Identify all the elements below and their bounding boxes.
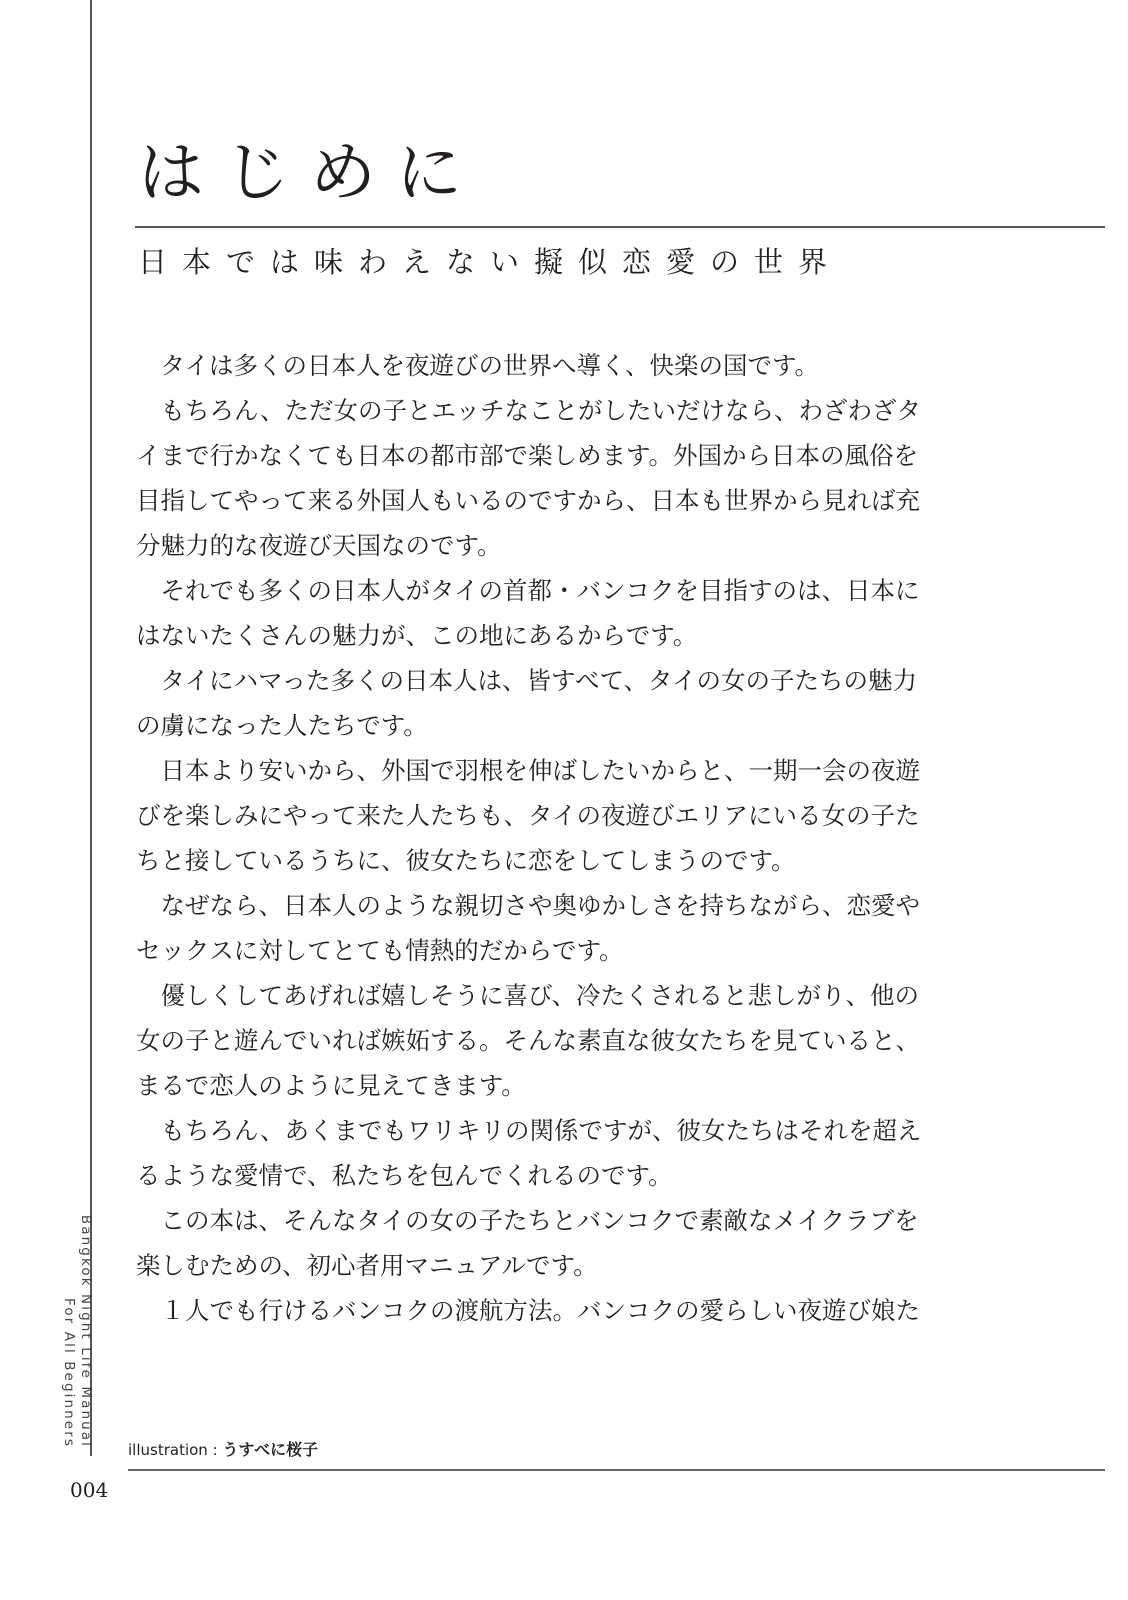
body-line: イまで行かなくても日本の都市部で楽しめます。外国から日本の風俗を	[136, 441, 919, 470]
body-line: るような愛情で、私たちを包んでくれるのです。	[136, 1161, 673, 1190]
body-line: 女の子と遊んでいれば嫉妬する。そんな素直な彼女たちを見ていると、	[136, 1026, 920, 1055]
body-line: 分魅力的な夜遊び天国なのです。	[136, 531, 502, 560]
body-line: まるで恋人のように見えてきます。	[136, 1071, 526, 1100]
body-text	[136, 343, 996, 1333]
body-line: もちろん、ただ女の子とエッチなことがしたいだけなら、わざわざタ	[136, 396, 921, 425]
body-line: ちと接しているうちに、彼女たちに恋をしてしまうのです。	[136, 846, 796, 875]
body-line: びを楽しみにやって来た人たちも、タイの夜遊びエリアにいる女の子た	[136, 801, 920, 830]
page-subtitle: 日本では味わえない擬似恋愛の世界	[138, 245, 843, 279]
spine-caption	[56, 1208, 96, 1448]
spine-line-1: Bangkok Night Life Manual	[78, 1214, 94, 1448]
body-line: はないたくさんの魅力が、この地にあるからです。	[136, 621, 698, 650]
illustration-label: illustration :	[128, 1441, 218, 1459]
body-line: 日本より安いから、外国で羽根を伸ばしたいからと、一期一会の夜遊	[136, 756, 920, 785]
spine-line-2: For All Beginners	[61, 1297, 77, 1448]
page-number: 004	[70, 1478, 109, 1502]
body-line: １人でも行けるバンコクの渡航方法。バンコクの愛らしい夜遊び娘た	[136, 1296, 920, 1325]
illustration-credit	[128, 1437, 318, 1460]
body-line: タイは多くの日本人を夜遊びの世界へ導く、快楽の国です。	[136, 351, 820, 380]
body-line: なぜなら、日本人のような親切さや奥ゆかしさを持ちながら、恋愛や	[136, 891, 920, 920]
body-line: 優しくしてあげれば嬉しそうに喜び、冷たくされると悲しがり、他の	[136, 981, 920, 1010]
footer-divider	[128, 1469, 1105, 1471]
illustrator-name: うすべに桜子	[222, 1440, 319, 1459]
body-line: の虜になった人たちです。	[136, 711, 428, 740]
title-divider	[135, 226, 1105, 228]
page-title: はじめに	[138, 134, 482, 211]
body-line: タイにハマった多くの日本人は、皆すべて、タイの女の子たちの魅力	[136, 666, 918, 695]
body-line: この本は、そんなタイの女の子たちとバンコクで素敵なメイクラブを	[136, 1206, 919, 1235]
body-line: セックスに対してとても情熱的だからです。	[136, 936, 624, 965]
body-line: 楽しむための、初心者用マニュアルです。	[136, 1251, 598, 1280]
body-line: それでも多くの日本人がタイの首都・バンコクを目指すのは、日本に	[136, 576, 920, 605]
body-line: 目指してやって来る外国人もいるのですから、日本も世界から見れば充	[136, 486, 920, 515]
body-line: もちろん、あくまでもワリキリの関係ですが、彼女たちはそれを超え	[136, 1116, 922, 1145]
